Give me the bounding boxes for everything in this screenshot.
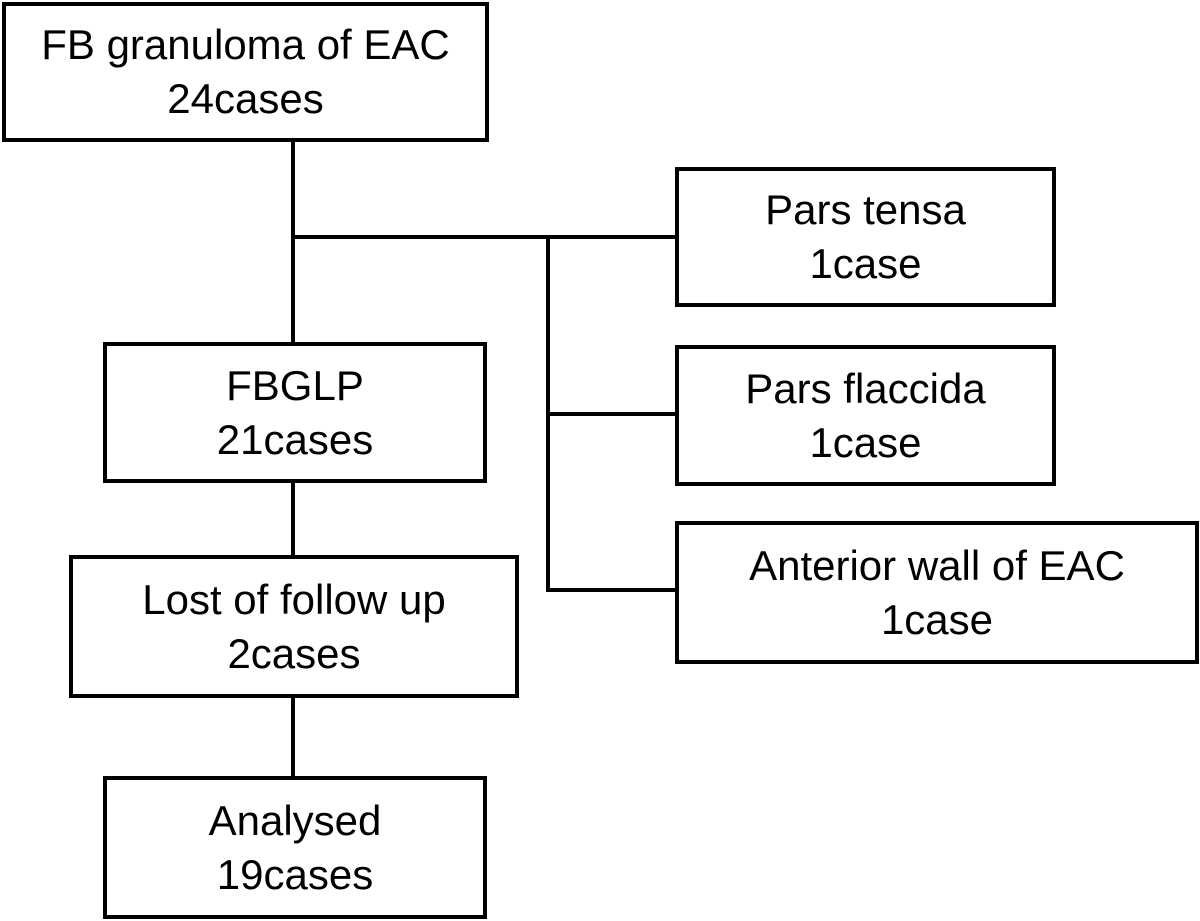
- root-box: [2, 2, 489, 142]
- analysed-title: Analysed: [208, 796, 382, 844]
- analysed-box: [103, 776, 487, 919]
- fbglp-box: [103, 342, 487, 483]
- pars-tensa-title: Pars tensa: [765, 186, 966, 233]
- fbglp-title: FBGLP: [226, 361, 364, 409]
- connector-fbglp-to-lost: [291, 482, 295, 558]
- anterior-wall-title: Anterior wall of EAC: [749, 541, 1125, 589]
- connector-to-anterior-wall: [546, 588, 678, 592]
- anterior-wall-box: [675, 521, 1199, 664]
- pars-tensa-count: 1case: [809, 240, 922, 287]
- connector-to-pars-flaccida: [546, 412, 678, 416]
- pars-flaccida-title: Pars flaccida: [745, 364, 986, 412]
- connector-root-to-fbglp: [291, 142, 295, 345]
- root-count: 24cases: [167, 75, 324, 122]
- lost-follow-up-title: Lost of follow up: [142, 575, 446, 623]
- root-title: FB granuloma of EAC: [41, 21, 450, 68]
- connector-branch-horizontal: [291, 235, 678, 239]
- pars-flaccida-count: 1case: [809, 418, 922, 466]
- analysed-count: 19cases: [216, 850, 374, 898]
- pars-flaccida-box: [675, 345, 1056, 486]
- fbglp-count: 21cases: [216, 415, 374, 463]
- lost-follow-up-count: 2cases: [227, 629, 361, 677]
- lost-follow-up-box: [69, 555, 519, 698]
- pars-tensa-box: [675, 167, 1056, 307]
- anterior-wall-count: 1case: [880, 595, 994, 643]
- connector-lost-to-analysed: [291, 696, 295, 778]
